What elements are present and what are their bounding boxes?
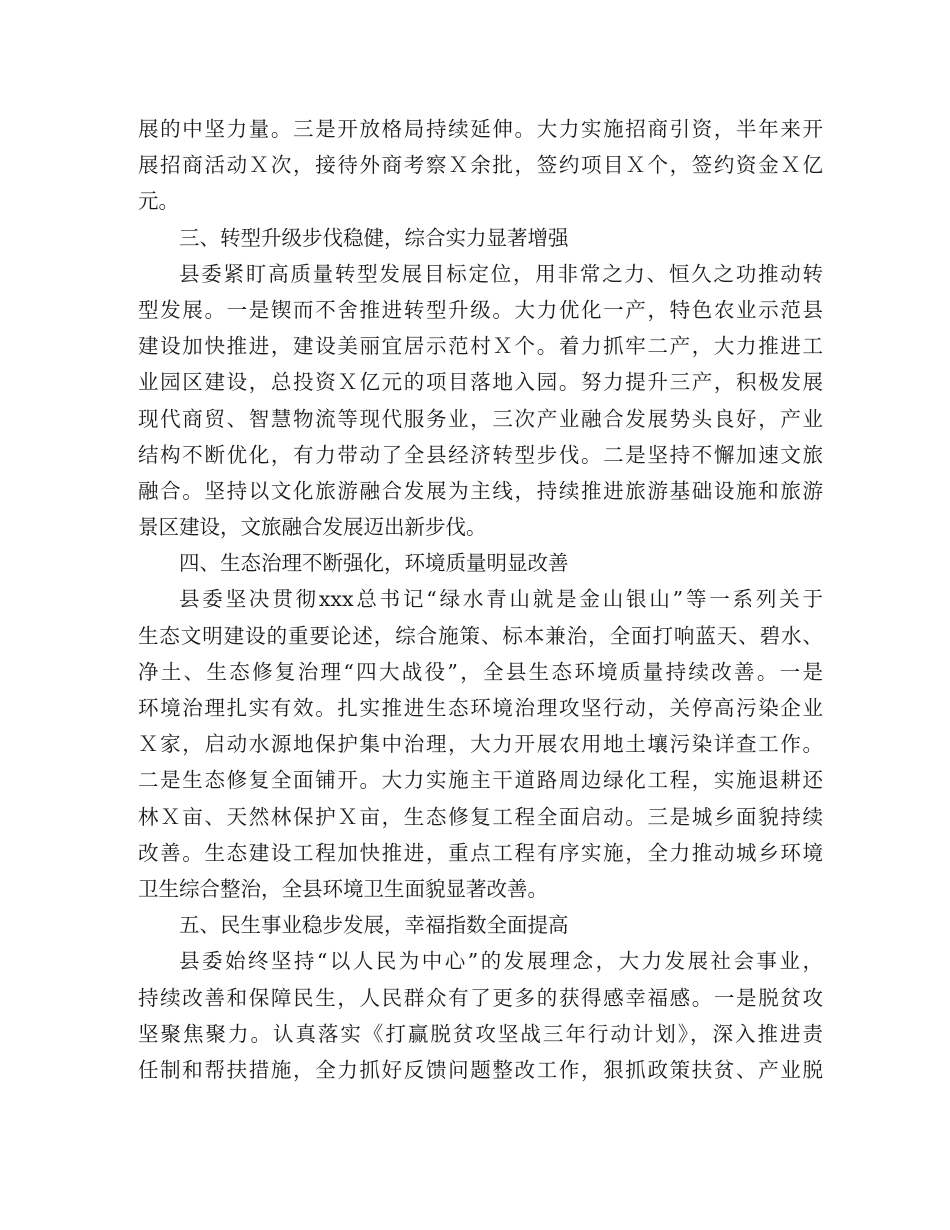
text-line: 展的中坚力量。三是开放格局持续延伸。大力实施招商引资，半年来开 bbox=[138, 117, 823, 141]
text-line: Ｘ家，启动水源地保护集中治理，大力开展农用地土壤污染详查工作。 bbox=[138, 732, 823, 757]
text-line: 展招商活动Ｘ次，接待外商考察Ｘ余批，签约项目Ｘ个，签约资金Ｘ亿 bbox=[138, 153, 823, 178]
text-line: 元。 bbox=[138, 189, 179, 214]
paragraph-first-line: 县委紧盯高质量转型发展目标定位，用非常之力、恒久之功推动转 bbox=[179, 261, 823, 286]
text-line: 现代商贸、智慧物流等现代服务业，三次产业融合发展势头良好，产业 bbox=[138, 406, 823, 431]
section-heading: 四、生态治理不断强化，环境质量明显改善 bbox=[179, 551, 569, 576]
text-line: 改善。生态建设工程加快推进，重点工程有序实施，全力推动城乡环境 bbox=[138, 840, 823, 865]
text-line: 卫生综合整治，全县环境卫生面貌显著改善。 bbox=[138, 876, 548, 901]
text-line: 生态文明建设的重要论述，综合施策、标本兼治，全面打响蓝天、碧水、 bbox=[138, 623, 823, 648]
text-line: 结构不断优化，有力带动了全县经济转型步伐。二是坚持不懈加速文旅 bbox=[138, 442, 823, 467]
text-line: 林Ｘ亩、天然林保护Ｘ亩，生态修复工程全面启动。三是城乡面貌持续 bbox=[138, 804, 823, 829]
section-heading: 五、民生事业稳步发展，幸福指数全面提高 bbox=[179, 913, 569, 938]
text-line: 业园区建设，总投资Ｘ亿元的项目落地入园。努力提升三产，积极发展 bbox=[138, 370, 823, 395]
text-line: 建设加快推进，建设美丽宜居示范村Ｘ个。着力抓牢二产，大力推进工 bbox=[138, 334, 823, 359]
document-body bbox=[138, 111, 823, 1088]
text-line: 景区建设，文旅融合发展迈出新步伐。 bbox=[138, 515, 487, 540]
text-line: 净土、生态修复治理“四大战役”，全县生态环境质量持续改善。一是 bbox=[138, 659, 823, 684]
paragraph-first-line: 县委坚决贯彻xxx总书记“绿水青山就是金山银山”等一系列关于 bbox=[179, 587, 823, 612]
text-line: 二是生态修复全面铺开。大力实施主干道路周边绿化工程，实施退耕还 bbox=[138, 768, 823, 793]
text-line: 环境治理扎实有效。扎实推进生态环境治理攻坚行动，关停高污染企业 bbox=[138, 696, 823, 720]
section-heading: 三、转型升级步伐稳健，综合实力显著增强 bbox=[179, 225, 569, 250]
text-line: 任制和帮扶措施，全力抓好反馈问题整改工作，狠抓政策扶贫、产业脱 bbox=[138, 1057, 823, 1082]
paragraph-first-line: 县委始终坚持“以人民为中心”的发展理念，大力发展社会事业， bbox=[179, 949, 823, 974]
text-line: 型发展。一是锲而不舍推进转型升级。大力优化一产，特色农业示范县 bbox=[138, 297, 823, 322]
text-line: 坚聚焦聚力。认真落实《打赢脱贫攻坚战三年行动计划》，深入推进责 bbox=[138, 1021, 823, 1046]
text-line: 持续改善和保障民生，人民群众有了更多的获得感幸福感。一是脱贫攻 bbox=[138, 985, 823, 1010]
text-line: 融合。坚持以文化旅游融合发展为主线，持续推进旅游基础设施和旅游 bbox=[138, 478, 823, 503]
